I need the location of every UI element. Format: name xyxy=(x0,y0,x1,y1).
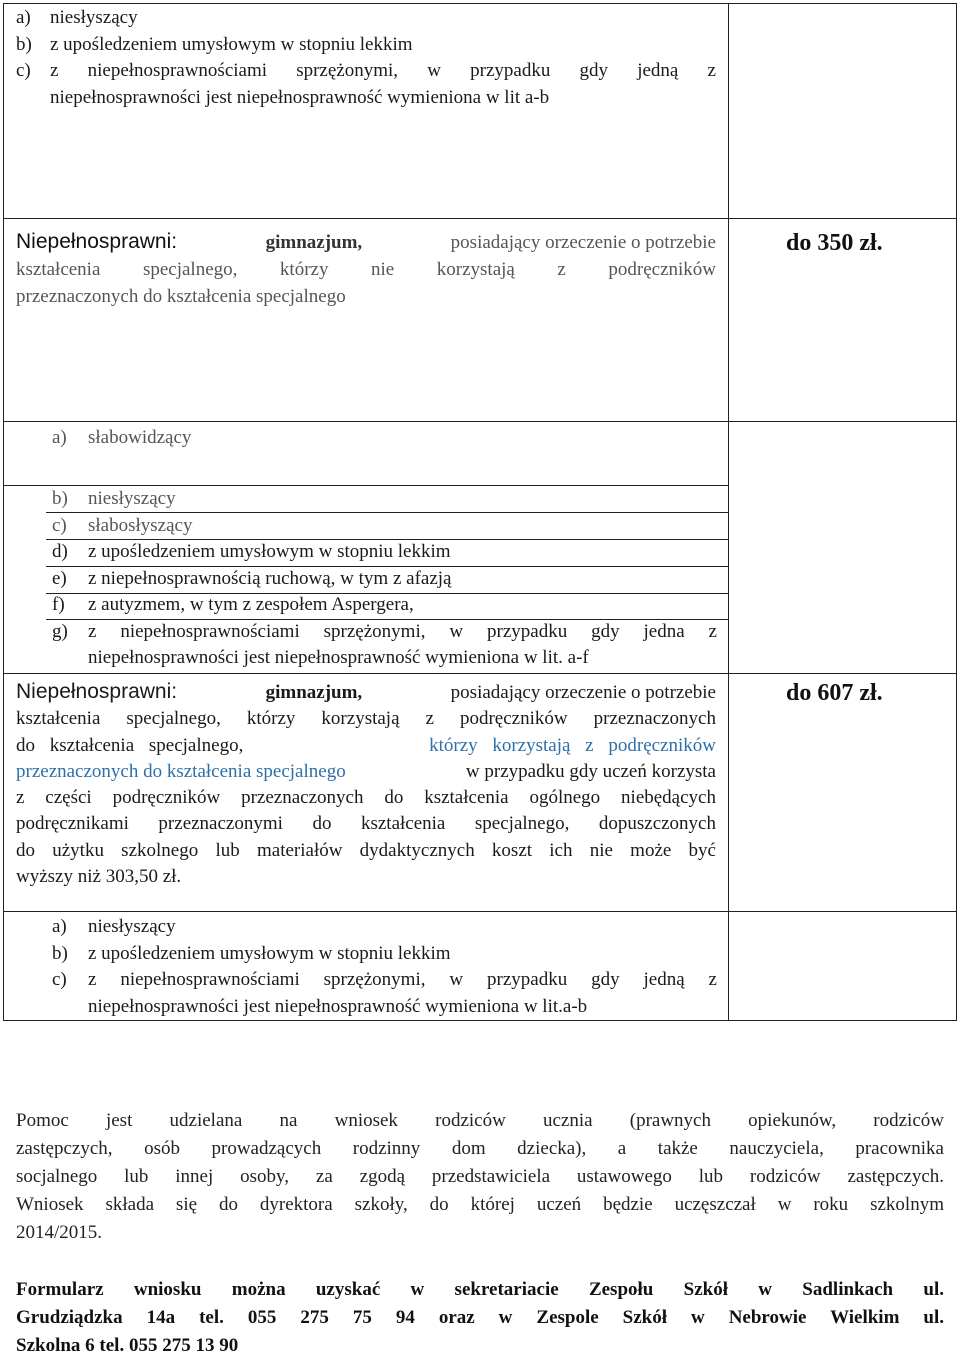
amount-limit-1: do 350 zł. xyxy=(786,230,883,256)
list-item: niepełnosprawności jest niepełnosprawność wymieniona w lit.a-b xyxy=(88,995,588,1017)
list-item: c) z niepełnosprawnościami sprzężonymi, w przypadku gdy jedną z xyxy=(16,60,716,81)
list-item: b) z upośledzeniem umysłowym w stopniu lekkim xyxy=(16,33,413,55)
item-divider xyxy=(46,539,728,540)
school-level: gimnazjum, xyxy=(265,682,363,703)
category-heading: Niepełnosprawni: xyxy=(16,230,178,253)
category-heading: Niepełnosprawni: xyxy=(16,680,178,703)
list-item: niepełnosprawności jest niepełnosprawność wymieniona w lit. a-f xyxy=(88,647,589,668)
list-item: b) z upośledzeniem umysłowym w stopniu lekkim xyxy=(52,942,451,964)
row-divider xyxy=(3,218,957,219)
row-divider xyxy=(3,911,957,912)
application-info-paragraph: Pomoc jest udzielana na wniosek rodziców ucznia (prawnych opiekunów, rodziców zastępczych, osób prowadzących rodzinny dom dziecka), a także nauczyciela, pracownika socjalnego lub innej osoby, za zgodą przedstawiciela ustawowego lub rodziców zastępczych. Wniosek składa się do dyrektora szkoły, do której uczeń będzie uczęszczał w roku szkolnym 2014/2015. xyxy=(16,1110,944,1243)
category-description-2: Niepełnosprawni: gimnazjum, posiadający orzeczenie o potrzebie kształcenia specjalnego, którzy korzystają z podręczników przeznaczonych do kształcenia specjalnego, którzy korzystają z podręczników przeznaczonych do kształcenia specjalnego w przypadku gdy uczeń korzysta z części podręczników przeznaczonych do kształcenia ogólnego niebędących podręcznikami przeznaczonymi do kształcenia specjalnego, dopuszczonych do użytku szkolnego lub materiałów dydaktycznych koszt ich nie może być wyższy niż 303,50 zł. xyxy=(16,680,716,888)
category-description-1: Niepełnosprawni: gimnazjum, posiadający orzeczenie o potrzebie kształcenia specjalnego, którzy nie korzystają z podręczników przeznaczonych do kształcenia specjalnego xyxy=(16,230,716,307)
disability-list-1 xyxy=(16,5,716,111)
table-right-column xyxy=(728,3,957,1021)
list-item: c) z niepełnosprawnościami sprzężonymi, w przypadku gdy jedną z xyxy=(52,969,717,990)
disability-item-a: a) słabowidzący xyxy=(52,427,192,448)
list-item: d) z upośledzeniem umysłowym w stopniu lekkim xyxy=(52,541,451,562)
list-item: c) słabosłyszący xyxy=(52,514,193,536)
list-item: e) z niepełnosprawnością ruchową, w tym z afazją xyxy=(52,567,452,589)
amount-limit-2: do 607 zł. xyxy=(786,680,883,706)
disability-list-2 xyxy=(52,486,717,672)
disability-list-3 xyxy=(52,914,717,1020)
form-availability-paragraph: Formularz wniosku można uzyskać w sekretariacie Zespołu Szkół w Sadlinkach ul. Grudziądzka 14a tel. 055 275 75 94 oraz w Zespole Szkół w Nebrowie Wielkim ul. Szkolna 6 tel. 055 275 13 90 xyxy=(16,1279,944,1356)
list-item: f) z autyzmem, w tym z zespołem Aspergera, xyxy=(52,594,414,615)
list-item: g) z niepełnosprawnościami sprzężonymi, w przypadku gdy jedna z xyxy=(52,620,717,642)
item-divider xyxy=(46,512,728,513)
list-item: b) niesłyszący xyxy=(52,488,176,509)
item-divider xyxy=(46,566,728,567)
row-divider xyxy=(3,421,957,422)
list-item: a) niesłyszący xyxy=(52,916,176,937)
item-divider xyxy=(46,619,728,620)
list-item: a) niesłyszący xyxy=(16,7,138,28)
item-divider xyxy=(46,593,728,594)
list-item: niepełnosprawności jest niepełnosprawność wymieniona w lit a-b xyxy=(50,86,550,108)
school-level: gimnazjum, xyxy=(265,232,363,253)
row-divider xyxy=(3,673,957,674)
